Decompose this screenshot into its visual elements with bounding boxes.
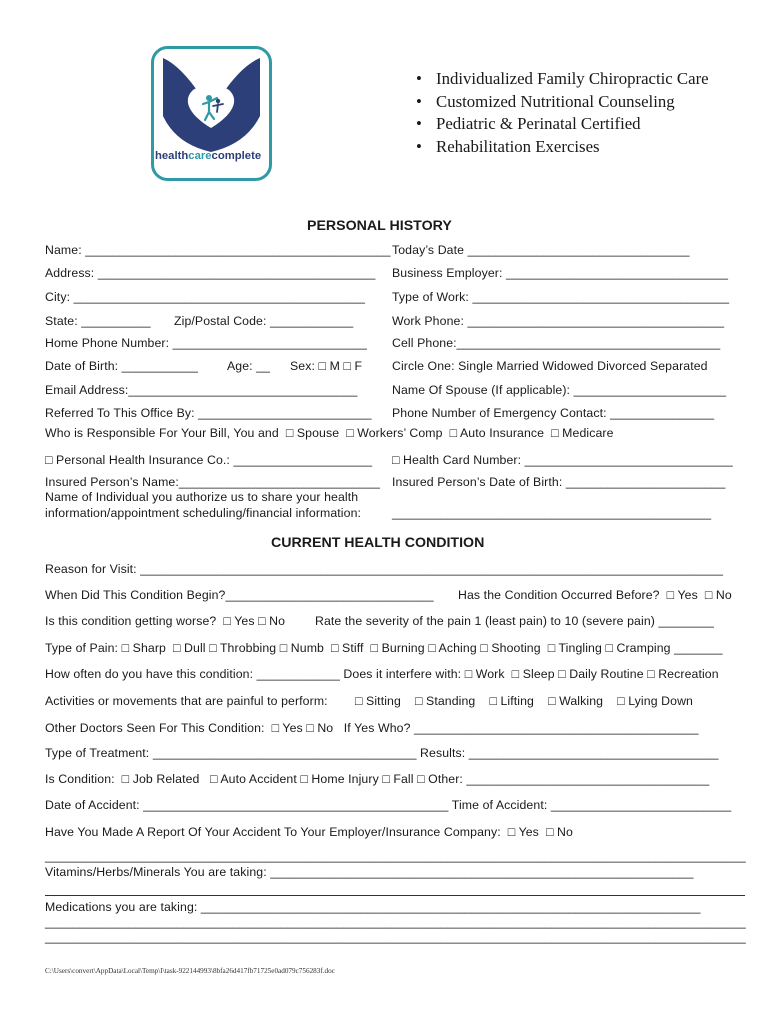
heart-hands-icon — [151, 46, 272, 181]
pain-severity-field[interactable]: Rate the severity of the pain 1 (least pain) to 10 (severe pain) ________ — [315, 614, 714, 628]
authorize-field[interactable]: ______________________________________________ — [392, 506, 712, 520]
emergency-contact-field[interactable]: Phone Number of Emergency Contact: _______________ — [392, 406, 715, 420]
health-card-field[interactable]: □ Health Card Number: ______________________________ — [392, 453, 733, 467]
personal-insurance-field[interactable]: □ Personal Health Insurance Co.: ____________________ — [45, 453, 373, 467]
getting-worse-checkboxes[interactable]: Is this condition getting worse? □ Yes □ No — [45, 614, 286, 628]
personal-history-heading: PERSONAL HISTORY — [307, 218, 452, 234]
painful-activities-label: Activities or movements that are painful to perform: — [45, 694, 328, 708]
insured-name-field[interactable]: Insured Person’s Name:_____________________________ — [45, 475, 381, 489]
logo-text-complete: complete — [211, 150, 262, 162]
service-item: • Pediatric & Perinatal Certified — [416, 113, 709, 136]
reason-for-visit-field[interactable]: Reason for Visit: ____________________________________________________________________________________ — [45, 562, 724, 576]
treatment-results-field[interactable]: Type of Treatment: ______________________________________ Results: ____________________________________ — [45, 746, 719, 760]
services-list — [416, 68, 709, 158]
marital-status-options[interactable]: Circle One: Single Married Widowed Divorced Separated — [392, 359, 708, 373]
condition-type-checkboxes[interactable]: Is Condition: □ Job Related □ Auto Accident □ Home Injury □ Fall □ Other: ___________________________________ — [45, 772, 710, 786]
vitamins-field[interactable]: Vitamins/Herbs/Minerals You are taking: _____________________________________________________________ — [45, 865, 694, 879]
date-of-birth-field[interactable]: Date of Birth: ___________ — [45, 359, 199, 373]
svg-text:healthcarecomplete — [155, 150, 261, 162]
accident-date-time-field[interactable]: Date of Accident: ____________________________________________ Time of Accident: __________________________ — [45, 798, 732, 812]
service-item: • Individualized Family Chiropractic Care — [416, 68, 709, 91]
bill-responsibility-options[interactable]: Who is Responsible For Your Bill, You and □ Spouse □ Workers’ Comp □ Auto Insurance □ Medicare — [45, 426, 614, 440]
other-doctors-field[interactable]: Other Doctors Seen For This Condition: □ Yes □ No If Yes Who? _________________________________________ — [45, 721, 699, 735]
occurred-before-checkboxes[interactable]: Has the Condition Occurred Before? □ Yes □ No — [458, 588, 732, 602]
todays-date-field[interactable]: Today’s Date ________________________________ — [392, 243, 690, 257]
condition-began-field[interactable]: When Did This Condition Begin?______________________________ — [45, 588, 434, 602]
service-item: • Customized Nutritional Counseling — [416, 91, 709, 114]
section-divider — [45, 895, 745, 896]
city-field[interactable]: City: __________________________________________ — [45, 290, 366, 304]
business-employer-field[interactable]: Business Employer: ________________________________ — [392, 266, 729, 280]
name-field[interactable]: Name: ____________________________________________ — [45, 243, 391, 257]
service-item: • Rehabilitation Exercises — [416, 136, 709, 159]
blank-answer-line[interactable]: _____________________________________________________________________________________________________ — [45, 849, 746, 863]
accident-report-checkboxes[interactable]: Have You Made A Report Of Your Accident To Your Employer/Insurance Company: □ Yes □ No — [45, 825, 573, 839]
age-field[interactable]: Age: __ — [227, 359, 271, 373]
frequency-interference-field[interactable]: How often do you have this condition: ____________ Does it interfere with: □ Work □ Sleep □ Daily Routine □ Recreation — [45, 667, 719, 681]
cell-phone-field[interactable]: Cell Phone:______________________________________ — [392, 336, 721, 350]
state-field[interactable]: State: __________ — [45, 314, 151, 328]
email-field[interactable]: Email Address:_________________________________ — [45, 383, 358, 397]
medications-line[interactable]: _____________________________________________________________________________________________________ — [45, 915, 746, 929]
footer-file-path: C:\Users\convert\AppData\Local\Temp\I\task-922144993\8bfa26d417fb71725e0ad079c756283f.doc — [45, 967, 335, 975]
address-field[interactable]: Address: ________________________________________ — [45, 266, 376, 280]
type-of-work-field[interactable]: Type of Work: _____________________________________ — [392, 290, 730, 304]
insured-dob-field[interactable]: Insured Person’s Date of Birth: _______________________ — [392, 475, 726, 489]
work-phone-field[interactable]: Work Phone: _____________________________________ — [392, 314, 725, 328]
medications-line[interactable]: _____________________________________________________________________________________________________ — [45, 930, 746, 944]
medications-field[interactable]: Medications you are taking: ________________________________________________________________________ — [45, 900, 701, 914]
authorize-label-line-1: Name of Individual you authorize us to share your health — [45, 490, 359, 504]
logo-text-care: care — [188, 150, 212, 162]
healthcarecomplete-logo — [151, 46, 272, 181]
logo-text-health: health — [155, 150, 189, 162]
authorize-label-line-2: information/appointment scheduling/financial information: — [45, 506, 362, 520]
painful-activities-checkboxes[interactable]: □ Sitting □ Standing □ Lifting □ Walking □ Lying Down — [355, 694, 693, 708]
referred-by-field[interactable]: Referred To This Office By: _________________________ — [45, 406, 372, 420]
type-of-pain-checkboxes[interactable]: Type of Pain: □ Sharp □ Dull □ Throbbing □ Numb □ Stiff □ Burning □ Aching □ Shooting □ Tingling □ Cramping _______ — [45, 641, 723, 655]
current-health-heading: CURRENT HEALTH CONDITION — [271, 535, 485, 551]
zip-field[interactable]: Zip/Postal Code: ____________ — [174, 314, 354, 328]
home-phone-field[interactable]: Home Phone Number: ____________________________ — [45, 336, 367, 350]
spouse-name-field[interactable]: Name Of Spouse (If applicable): ______________________ — [392, 383, 727, 397]
sex-checkboxes[interactable]: Sex: □ M □ F — [290, 359, 363, 373]
